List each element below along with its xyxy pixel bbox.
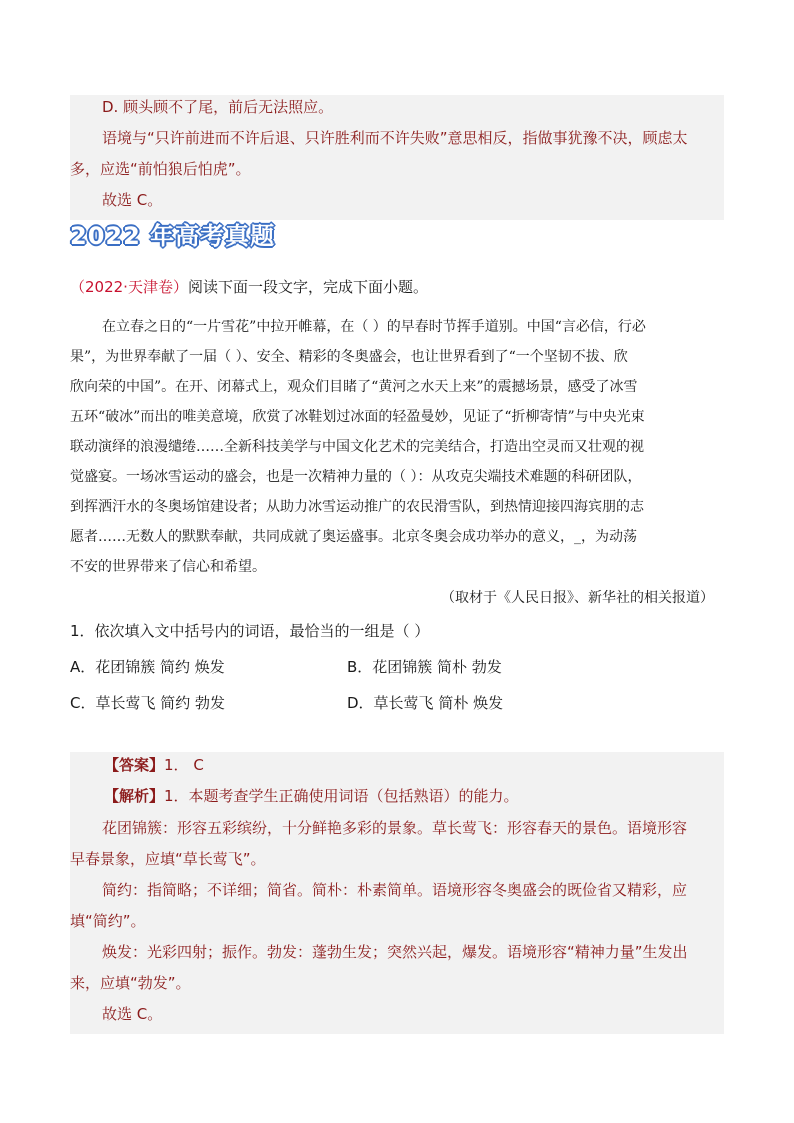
question-intro: [70, 276, 724, 298]
explanation-line: 多，应选“前怕狼后怕虎”。: [70, 160, 251, 178]
passage-line: 果”，为世界奉献了一届（ ）、安全、精彩的冬奥盛会，也让世界看到了“一个坚韧不拔、欣: [70, 349, 628, 365]
passage-line: 愿者……无数人的默默奉献，共同成就了奥运盛事。北京冬奥会成功举办的意义，_，为动荡: [70, 529, 637, 545]
question-stem: 1．依次填入文中括号内的词语，最恰当的一组是（ ）: [70, 622, 430, 640]
analysis-line: 早春景象，应填“草长莺飞”。: [70, 850, 266, 868]
option-a: A．花团锦簇 简约 焕发: [70, 658, 225, 676]
passage-line: 联动演绎的浪漫缱绻……全新科技美学与中国文化艺术的完美结合，打造出空灵而又壮观的视: [70, 439, 644, 455]
analysis-label: 【解析】: [104, 787, 165, 805]
answer-conclusion: 故选 C。: [102, 1005, 163, 1023]
passage-line: 到挥洒汗水的冬奥场馆建设者；从助力冰雪运动推广的农民滑雪队，到热情迎接四海宾朋的志: [70, 499, 644, 515]
answer-row: [70, 754, 724, 776]
analysis-line: 来，应填“勃发”。: [70, 974, 191, 992]
analysis-value: 1．本题考查学生正确使用词语（包括熟语）的能力。: [164, 787, 519, 805]
answer-label: 【答案】: [104, 756, 165, 774]
passage-line: 在立春之日的“一片雪花”中拉开帷幕，在（ ）的早春时节挥手道别。中国“言必信，行必: [102, 319, 646, 335]
option-c: C．草长莺飞 简约 勃发: [70, 694, 226, 712]
option-d: D．草长莺飞 简朴 焕发: [347, 694, 504, 712]
analysis-line: 简约：指简略；不详细；简省。简朴：朴素简单。语境形容冬奥盛会的既俭省又精彩，应: [102, 881, 688, 899]
answer-conclusion: 故选 C。: [102, 191, 163, 209]
passage-line: 不安的世界带来了信心和希望。: [70, 559, 266, 575]
source-tag: （2022·天津卷）: [70, 278, 188, 296]
answer-value: 1． C: [164, 756, 204, 774]
analysis-line: 焕发：光彩四射；振作。勃发：蓬勃生发；突然兴起，爆发。语境形容“精神力量”生发出: [102, 943, 688, 961]
passage-line: 五环“破冰”而出的唯美意境，欣赏了冰鞋划过冰面的轻盈曼妙，见证了“折柳寄情”与中央光束: [70, 409, 645, 425]
option-d-text: D. 顾头顾不了尾，前后无法照应。: [102, 98, 334, 116]
citation: （取材于《人民日报》、新华社的相关报道）: [441, 590, 714, 606]
explanation-line: 语境与“只许前进而不许后退、只许胜利而不许失败”意思相反，指做事犹豫不决，顾虑太: [102, 129, 688, 147]
analysis-line: 填“简约”。: [70, 912, 146, 930]
analysis-line: 花团锦簇：形容五彩缤纷，十分鲜艳多彩的景象。草长莺飞：形容春天的景色。语境形容: [102, 819, 688, 837]
option-b: B．花团锦簇 简朴 勃发: [347, 658, 502, 676]
section-heading: 2022 年高考真题: [70, 222, 276, 250]
passage-line: 觉盛宴。一场冰雪运动的盛会，也是一次精神力量的（ ）：从攻克尖端技术难题的科研团队，: [70, 469, 642, 485]
analysis-row: [70, 785, 724, 807]
passage-line: 欣向荣的中国”。在开、闭幕式上，观众们目睹了“黄河之水天上来”的震撼场景，感受了冰雪: [70, 379, 638, 395]
intro-text: 阅读下面一段文字，完成下面小题。: [187, 278, 428, 296]
